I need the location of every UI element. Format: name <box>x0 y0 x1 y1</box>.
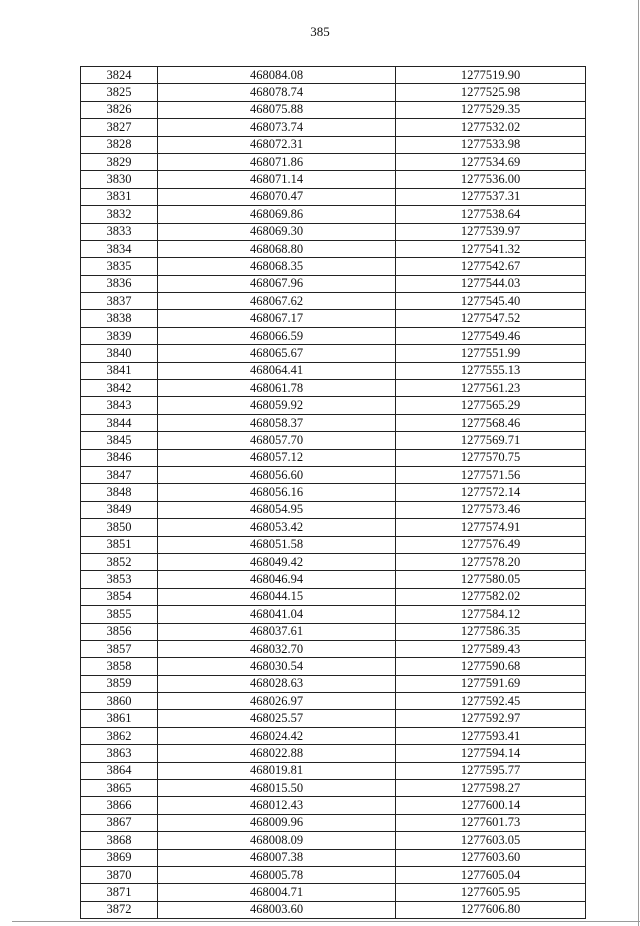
table-row <box>81 814 586 831</box>
y-coordinate-cell: 1277519.90 <box>396 67 586 84</box>
y-coordinate-cell: 1277565.29 <box>396 397 586 414</box>
x-coordinate-cell: 468022.88 <box>158 745 396 762</box>
x-coordinate-cell: 468067.96 <box>158 275 396 292</box>
point-number-cell: 3840 <box>81 345 158 362</box>
y-coordinate-cell: 1277578.20 <box>396 553 586 570</box>
x-coordinate-cell: 468071.14 <box>158 171 396 188</box>
coordinates-table-body <box>81 67 586 919</box>
point-number-cell: 3848 <box>81 484 158 501</box>
point-number-cell: 3838 <box>81 310 158 327</box>
point-number-cell: 3825 <box>81 84 158 101</box>
point-number-cell: 3865 <box>81 780 158 797</box>
table-row <box>81 675 586 692</box>
table-row <box>81 553 586 570</box>
y-coordinate-cell: 1277534.69 <box>396 153 586 170</box>
x-coordinate-cell: 468032.70 <box>158 640 396 657</box>
table-row <box>81 362 586 379</box>
y-coordinate-cell: 1277601.73 <box>396 814 586 831</box>
table-row <box>81 119 586 136</box>
table-row <box>81 153 586 170</box>
y-coordinate-cell: 1277574.91 <box>396 519 586 536</box>
x-coordinate-cell: 468054.95 <box>158 501 396 518</box>
table-row <box>81 223 586 240</box>
point-number-cell: 3869 <box>81 849 158 866</box>
x-coordinate-cell: 468069.30 <box>158 223 396 240</box>
x-coordinate-cell: 468009.96 <box>158 814 396 831</box>
table-row <box>81 101 586 118</box>
point-number-cell: 3853 <box>81 571 158 588</box>
x-coordinate-cell: 468075.88 <box>158 101 396 118</box>
x-coordinate-cell: 468041.04 <box>158 606 396 623</box>
x-coordinate-cell: 468046.94 <box>158 571 396 588</box>
page-edge-bottom <box>12 921 640 922</box>
x-coordinate-cell: 468005.78 <box>158 866 396 883</box>
point-number-cell: 3852 <box>81 553 158 570</box>
x-coordinate-cell: 468072.31 <box>158 136 396 153</box>
y-coordinate-cell: 1277595.77 <box>396 762 586 779</box>
point-number-cell: 3833 <box>81 223 158 240</box>
point-number-cell: 3863 <box>81 745 158 762</box>
point-number-cell: 3849 <box>81 501 158 518</box>
point-number-cell: 3841 <box>81 362 158 379</box>
table-row <box>81 588 586 605</box>
y-coordinate-cell: 1277592.45 <box>396 693 586 710</box>
y-coordinate-cell: 1277525.98 <box>396 84 586 101</box>
table-row <box>81 414 586 431</box>
point-number-cell: 3854 <box>81 588 158 605</box>
x-coordinate-cell: 468064.41 <box>158 362 396 379</box>
x-coordinate-cell: 468073.74 <box>158 119 396 136</box>
table-row <box>81 658 586 675</box>
point-number-cell: 3872 <box>81 901 158 918</box>
y-coordinate-cell: 1277589.43 <box>396 640 586 657</box>
x-coordinate-cell: 468068.80 <box>158 240 396 257</box>
point-number-cell: 3861 <box>81 710 158 727</box>
point-number-cell: 3831 <box>81 188 158 205</box>
x-coordinate-cell: 468067.62 <box>158 293 396 310</box>
table-row <box>81 484 586 501</box>
x-coordinate-cell: 468028.63 <box>158 675 396 692</box>
y-coordinate-cell: 1277537.31 <box>396 188 586 205</box>
table-row <box>81 240 586 257</box>
table-row <box>81 606 586 623</box>
point-number-cell: 3842 <box>81 380 158 397</box>
point-number-cell: 3832 <box>81 206 158 223</box>
table-row <box>81 762 586 779</box>
table-row <box>81 884 586 901</box>
table-row <box>81 466 586 483</box>
y-coordinate-cell: 1277592.97 <box>396 710 586 727</box>
x-coordinate-cell: 468053.42 <box>158 519 396 536</box>
x-coordinate-cell: 468030.54 <box>158 658 396 675</box>
table-row <box>81 832 586 849</box>
point-number-cell: 3829 <box>81 153 158 170</box>
y-coordinate-cell: 1277532.02 <box>396 119 586 136</box>
table-row <box>81 327 586 344</box>
table-row <box>81 345 586 362</box>
y-coordinate-cell: 1277600.14 <box>396 797 586 814</box>
point-number-cell: 3846 <box>81 449 158 466</box>
x-coordinate-cell: 468024.42 <box>158 727 396 744</box>
y-coordinate-cell: 1277561.23 <box>396 380 586 397</box>
y-coordinate-cell: 1277605.95 <box>396 884 586 901</box>
point-number-cell: 3856 <box>81 623 158 640</box>
y-coordinate-cell: 1277538.64 <box>396 206 586 223</box>
y-coordinate-cell: 1277529.35 <box>396 101 586 118</box>
y-coordinate-cell: 1277572.14 <box>396 484 586 501</box>
x-coordinate-cell: 468008.09 <box>158 832 396 849</box>
table-row <box>81 640 586 657</box>
page-edge-right <box>638 0 639 926</box>
x-coordinate-cell: 468057.70 <box>158 432 396 449</box>
point-number-cell: 3828 <box>81 136 158 153</box>
table-row <box>81 293 586 310</box>
point-number-cell: 3834 <box>81 240 158 257</box>
table-row <box>81 206 586 223</box>
y-coordinate-cell: 1277591.69 <box>396 675 586 692</box>
x-coordinate-cell: 468065.67 <box>158 345 396 362</box>
y-coordinate-cell: 1277576.49 <box>396 536 586 553</box>
y-coordinate-cell: 1277605.04 <box>396 866 586 883</box>
x-coordinate-cell: 468069.86 <box>158 206 396 223</box>
point-number-cell: 3843 <box>81 397 158 414</box>
table-row <box>81 571 586 588</box>
y-coordinate-cell: 1277551.99 <box>396 345 586 362</box>
y-coordinate-cell: 1277570.75 <box>396 449 586 466</box>
table-row <box>81 866 586 883</box>
table-row <box>81 745 586 762</box>
point-number-cell: 3858 <box>81 658 158 675</box>
y-coordinate-cell: 1277580.05 <box>396 571 586 588</box>
point-number-cell: 3830 <box>81 171 158 188</box>
point-number-cell: 3859 <box>81 675 158 692</box>
y-coordinate-cell: 1277544.03 <box>396 275 586 292</box>
table-row <box>81 780 586 797</box>
table-row <box>81 623 586 640</box>
x-coordinate-cell: 468015.50 <box>158 780 396 797</box>
y-coordinate-cell: 1277536.00 <box>396 171 586 188</box>
point-number-cell: 3837 <box>81 293 158 310</box>
x-coordinate-cell: 468084.08 <box>158 67 396 84</box>
point-number-cell: 3845 <box>81 432 158 449</box>
y-coordinate-cell: 1277586.35 <box>396 623 586 640</box>
x-coordinate-cell: 468049.42 <box>158 553 396 570</box>
point-number-cell: 3851 <box>81 536 158 553</box>
table-row <box>81 501 586 518</box>
x-coordinate-cell: 468059.92 <box>158 397 396 414</box>
point-number-cell: 3867 <box>81 814 158 831</box>
x-coordinate-cell: 468057.12 <box>158 449 396 466</box>
point-number-cell: 3866 <box>81 797 158 814</box>
x-coordinate-cell: 468037.61 <box>158 623 396 640</box>
y-coordinate-cell: 1277571.56 <box>396 466 586 483</box>
y-coordinate-cell: 1277547.52 <box>396 310 586 327</box>
y-coordinate-cell: 1277541.32 <box>396 240 586 257</box>
table-row <box>81 310 586 327</box>
page-number: 385 <box>310 24 330 39</box>
x-coordinate-cell: 468003.60 <box>158 901 396 918</box>
point-number-cell: 3860 <box>81 693 158 710</box>
point-number-cell: 3870 <box>81 866 158 883</box>
x-coordinate-cell: 468067.17 <box>158 310 396 327</box>
y-coordinate-cell: 1277603.60 <box>396 849 586 866</box>
table-row <box>81 901 586 918</box>
point-number-cell: 3835 <box>81 258 158 275</box>
table-row <box>81 136 586 153</box>
y-coordinate-cell: 1277533.98 <box>396 136 586 153</box>
y-coordinate-cell: 1277590.68 <box>396 658 586 675</box>
point-number-cell: 3862 <box>81 727 158 744</box>
point-number-cell: 3871 <box>81 884 158 901</box>
table-row <box>81 275 586 292</box>
y-coordinate-cell: 1277568.46 <box>396 414 586 431</box>
y-coordinate-cell: 1277539.97 <box>396 223 586 240</box>
point-number-cell: 3847 <box>81 466 158 483</box>
point-number-cell: 3839 <box>81 327 158 344</box>
x-coordinate-cell: 468056.60 <box>158 466 396 483</box>
y-coordinate-cell: 1277606.80 <box>396 901 586 918</box>
x-coordinate-cell: 468070.47 <box>158 188 396 205</box>
y-coordinate-cell: 1277549.46 <box>396 327 586 344</box>
point-number-cell: 3850 <box>81 519 158 536</box>
table-row <box>81 380 586 397</box>
x-coordinate-cell: 468007.38 <box>158 849 396 866</box>
point-number-cell: 3827 <box>81 119 158 136</box>
point-number-cell: 3857 <box>81 640 158 657</box>
table-row <box>81 84 586 101</box>
table-row <box>81 710 586 727</box>
y-coordinate-cell: 1277555.13 <box>396 362 586 379</box>
table-row <box>81 797 586 814</box>
y-coordinate-cell: 1277545.40 <box>396 293 586 310</box>
table-row <box>81 171 586 188</box>
x-coordinate-cell: 468068.35 <box>158 258 396 275</box>
y-coordinate-cell: 1277582.02 <box>396 588 586 605</box>
x-coordinate-cell: 468078.74 <box>158 84 396 101</box>
x-coordinate-cell: 468044.15 <box>158 588 396 605</box>
table-row <box>81 536 586 553</box>
x-coordinate-cell: 468071.86 <box>158 153 396 170</box>
table-row <box>81 432 586 449</box>
x-coordinate-cell: 468004.71 <box>158 884 396 901</box>
x-coordinate-cell: 468025.57 <box>158 710 396 727</box>
table-row <box>81 519 586 536</box>
y-coordinate-cell: 1277593.41 <box>396 727 586 744</box>
point-number-cell: 3836 <box>81 275 158 292</box>
point-number-cell: 3855 <box>81 606 158 623</box>
table-row <box>81 258 586 275</box>
point-number-cell: 3868 <box>81 832 158 849</box>
y-coordinate-cell: 1277573.46 <box>396 501 586 518</box>
table-row <box>81 67 586 84</box>
table-row <box>81 693 586 710</box>
point-number-cell: 3826 <box>81 101 158 118</box>
point-number-cell: 3844 <box>81 414 158 431</box>
y-coordinate-cell: 1277569.71 <box>396 432 586 449</box>
table-row <box>81 449 586 466</box>
table-row <box>81 849 586 866</box>
y-coordinate-cell: 1277542.67 <box>396 258 586 275</box>
y-coordinate-cell: 1277603.05 <box>396 832 586 849</box>
table-row <box>81 397 586 414</box>
x-coordinate-cell: 468056.16 <box>158 484 396 501</box>
coordinates-table <box>80 66 586 919</box>
table-row <box>81 727 586 744</box>
x-coordinate-cell: 468061.78 <box>158 380 396 397</box>
x-coordinate-cell: 468058.37 <box>158 414 396 431</box>
x-coordinate-cell: 468026.97 <box>158 693 396 710</box>
y-coordinate-cell: 1277594.14 <box>396 745 586 762</box>
y-coordinate-cell: 1277598.27 <box>396 780 586 797</box>
table-row <box>81 188 586 205</box>
x-coordinate-cell: 468019.81 <box>158 762 396 779</box>
point-number-cell: 3864 <box>81 762 158 779</box>
x-coordinate-cell: 468012.43 <box>158 797 396 814</box>
y-coordinate-cell: 1277584.12 <box>396 606 586 623</box>
x-coordinate-cell: 468066.59 <box>158 327 396 344</box>
x-coordinate-cell: 468051.58 <box>158 536 396 553</box>
point-number-cell: 3824 <box>81 67 158 84</box>
